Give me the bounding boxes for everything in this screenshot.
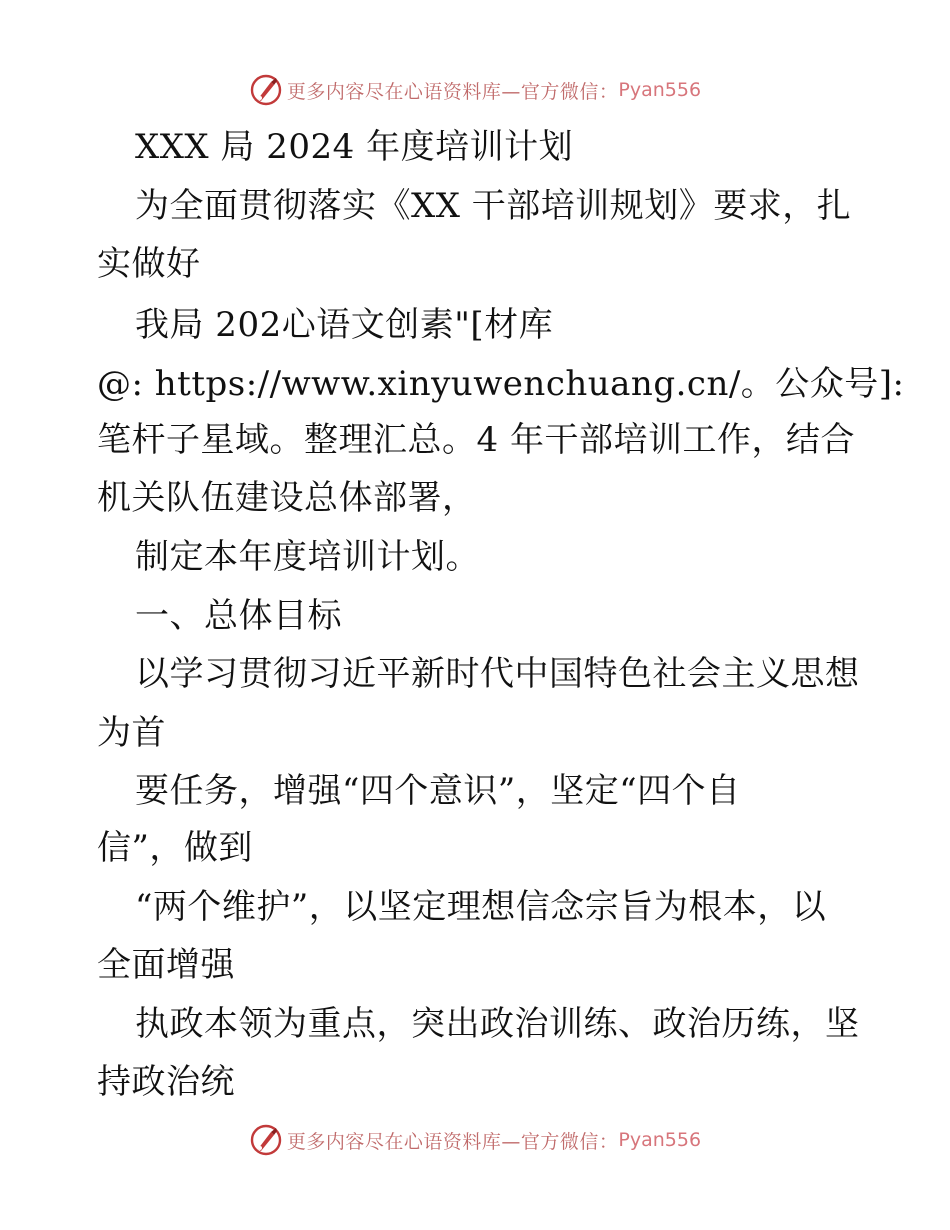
section-heading: 一、总体目标: [135, 596, 342, 636]
text-line: 全面增强: [97, 945, 235, 985]
text-line: 实做好: [97, 244, 201, 284]
quill-pen-seal-icon: [249, 73, 283, 107]
banner-text: 更多内容尽在心语资料库—官方微信：: [286, 1130, 619, 1153]
header-banner: [0, 70, 950, 110]
text-line: 执政本领为重点，突出政治训练、政治历练，坚: [135, 1004, 860, 1044]
banner-wechat-id: Pyan556: [618, 79, 702, 101]
banner-text: 更多内容尽在心语资料库—官方微信：: [286, 80, 619, 103]
text-line: 持政治统: [97, 1062, 235, 1102]
text-line: 我局 202心语文创素"[材库: [135, 305, 554, 345]
text-line: 机关队伍建设总体部署，: [97, 478, 477, 518]
text-line: 为首: [97, 713, 166, 753]
text-line: 信”，做到: [97, 828, 253, 868]
text-line: 制定本年度培训计划。: [135, 537, 480, 577]
text-line: 为全面贯彻落实《XX 干部培训规划》要求，扎: [135, 186, 852, 226]
text-line: “两个维护”，以坚定理想信念宗旨为根本，以: [135, 887, 827, 927]
quill-pen-seal-icon: [249, 1123, 283, 1157]
document-title: XXX 局 2024 年度培训计划: [135, 127, 574, 167]
footer-banner: [0, 1120, 950, 1160]
text-line: 要任务，增强“四个意识”，坚定“四个自: [135, 771, 741, 811]
text-line-url: @: https://www.xinyuwenchuang.cn/。公众号]:: [97, 364, 905, 404]
text-line: 以学习贯彻习近平新时代中国特色社会主义思想: [135, 654, 860, 694]
banner-wechat-id: Pyan556: [618, 1129, 702, 1151]
text-line: 笔杆子星域。整理汇总。4 年干部培训工作，结合: [97, 420, 855, 460]
